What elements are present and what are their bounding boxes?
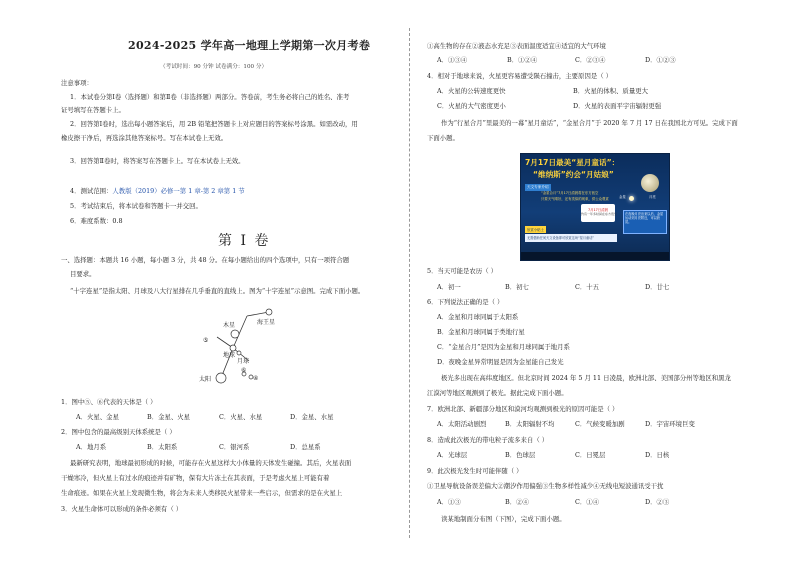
q5-options <box>437 283 669 291</box>
question-7: 7．欧洲北部、新疆部分地区和漠河均观测到极光的原因可能是（ ） <box>427 405 619 413</box>
q2-options <box>76 443 321 451</box>
option[interactable]: C．“金星合月”是因为金星和月球同属于地月系 <box>437 343 570 351</box>
diagram-label: ⑥ <box>241 367 247 374</box>
notice-line: 6．难度系数：0.8 <box>70 217 123 225</box>
option[interactable]: B．火星的体积、质量更大 <box>573 87 648 95</box>
scope-label: 4．测试范围： <box>70 187 113 195</box>
notice-line: 3．回答第Ⅱ卷时，将答案写在答题卡上。写在本试卷上无效。 <box>70 157 245 165</box>
section-instruction: 一、选择题：本题共 16 小题，每小题 3 分，共 48 分。在每小题给出的四个选项中，只有一项符合题 <box>61 256 350 264</box>
question-8: 8．造成此次极光的带电粒子流多来自（ ） <box>427 436 549 444</box>
option[interactable]: B．金星和月球同属于类地行星 <box>437 328 525 336</box>
option[interactable]: B．太阳辐射不均 <box>505 420 555 428</box>
poster-body: 只要天气晴好，还有类似的现象，供公众观赏 <box>541 197 609 201</box>
q1-options <box>76 413 333 421</box>
right-column <box>415 0 794 562</box>
option[interactable]: C．①④ <box>575 498 600 506</box>
option[interactable]: C．十五 <box>575 283 600 291</box>
q4-options <box>437 102 661 110</box>
option[interactable]: A．火星的公转速度更快 <box>437 87 506 95</box>
passage-line: 极光多出现在高纬度地区。但北京时间 2024 年 5 月 11 日凌晨，欧洲北部、美国部分州等地区和黑龙 <box>441 374 731 382</box>
passage-line: 干燥寒冷，但火星上有过水的痕迹并有矿物，保有大片冻土在其表面，于是考虑火星上可能有着 <box>61 474 330 482</box>
q8-options <box>437 451 669 459</box>
option[interactable]: B．太阳系 <box>147 443 178 451</box>
diagram-label: ④ <box>253 375 259 382</box>
option[interactable]: A．光球层 <box>437 451 468 459</box>
q4-options <box>437 87 648 95</box>
q3-statements: ①高生物的存在②液态水充足③表面温度适宜④适宜的大气环境 <box>427 42 606 50</box>
option[interactable]: B．金星、火星 <box>147 413 191 421</box>
poster-bottom-text: 无需借助任何天文设备即可欣赏这场“星月童话” <box>525 234 617 242</box>
option[interactable]: B．初七 <box>505 283 529 291</box>
poster-date: 7月17日清晨 <box>587 208 609 212</box>
diagram-label: 木星 <box>223 322 236 329</box>
scope-value: 人教版（2019）必修一第 1 章-第 2 章第 1 节 <box>112 187 245 195</box>
q3-options <box>437 56 676 64</box>
notice-line: 证号填写在答题卡上。 <box>61 106 125 114</box>
venus-moon-poster <box>520 153 670 261</box>
column-divider <box>409 28 410 538</box>
notice-line <box>70 187 245 195</box>
poster-side-label: 月亮 <box>649 195 656 199</box>
diagram-label: 海王星 <box>257 319 276 326</box>
poster-date-card <box>581 204 618 222</box>
option[interactable]: D．夜晚金星异常明显是因为金星能自己发光 <box>437 358 564 366</box>
poster-tag: 天文专家介绍 <box>527 185 549 189</box>
option[interactable]: A．火星、金星 <box>76 413 119 421</box>
poster-side-label: 金星 <box>619 195 626 199</box>
option[interactable]: D．金星、水星 <box>290 413 334 421</box>
notice-line: 5．考试结束后，将本试卷和答题卡一并交回。 <box>70 202 202 210</box>
notice-line: 1．本试卷分第Ⅰ卷（选择题）和第Ⅱ卷（非选择题）两部分。答卷前，考生务必将自己的姓名、准考 <box>70 93 350 101</box>
notice-line: 橡皮擦干净后，再选涂其他答案标号。写在本试卷上无效。 <box>61 134 228 142</box>
question-6: 6．下列说法正确的是（ ） <box>427 298 504 306</box>
section-instruction: 目要求。 <box>70 270 96 278</box>
sun-dot <box>216 373 226 383</box>
part-heading: 第 I 卷 <box>218 233 271 249</box>
q7-options <box>437 420 695 428</box>
question-3: 3．火星生命体可以形成的条件必须有（ ） <box>61 505 183 513</box>
option[interactable]: C．银河系 <box>219 443 250 451</box>
option[interactable]: C．气候变暖加剧 <box>575 420 625 428</box>
option[interactable]: A．地月系 <box>76 443 107 451</box>
question-2: 2．图中包含的最高级别天体系统是（ ） <box>61 428 176 436</box>
diagram-label: 太阳 <box>199 376 212 383</box>
moon-icon <box>641 174 659 192</box>
option[interactable]: B．②④ <box>505 498 529 506</box>
passage-line: 生命痕迹。如果在火星上发现微生物，将会为未来人类移民火星带来一些启示，但需求的是在火星上 <box>61 489 343 497</box>
q9-statements: ①卫星导航设备误差偏大②潮汐作用偏强③生物多样性减少④无线电短波通讯受干扰 <box>427 482 664 490</box>
notice-line: 2．回答第Ⅰ卷时，选出每小题答案后，用 2B 铅笔把答题卡上对应题目的答案标号涂黑。如需改动，用 <box>70 120 358 128</box>
question-1: 1．图中⑤、⑥代表的天体是（ ） <box>61 398 157 406</box>
diagram-label: ⑤ <box>203 337 209 344</box>
neptune-dot <box>266 309 272 315</box>
passage-line: 下面小题。 <box>427 134 459 142</box>
next-intro: 读某地制面分布图（下图），完成下面小题。 <box>441 515 566 523</box>
option[interactable]: D．②③ <box>645 498 670 506</box>
option[interactable]: A．太阳活动剧烈 <box>437 420 487 428</box>
exam-title: 2024-2025 学年高一地理上学期第一次月考卷 <box>128 39 371 52</box>
poster-note: 在夜晚月亮出来以后，金星运动到月亮附近，可以欣赏。 <box>623 210 667 234</box>
cross-planet-diagram <box>195 298 285 390</box>
earth-dot <box>230 345 236 351</box>
option[interactable]: B．①②④ <box>507 56 538 64</box>
option[interactable]: C．火星的大气密度更小 <box>437 102 506 110</box>
intro-text: “十字连星”是指太阳、月球及八大行星排在几乎垂直的直线上。图为“十字连星”示意图。完成下面小题。 <box>70 287 365 295</box>
question-5: 5．当天可能是农历（ ） <box>427 267 498 275</box>
passage-line: 江漠河等地区观测到了极光。据此完成下面小题。 <box>427 389 568 397</box>
option[interactable]: C．日冕层 <box>575 451 606 459</box>
option[interactable]: D．火星的表面平宇宙辐射更强 <box>573 102 662 110</box>
q9-options <box>437 498 669 506</box>
poster-ground <box>521 252 669 260</box>
poster-date-note: 约有一年多时间在东方低空 <box>581 212 618 216</box>
passage-line: 作为“行星合月”里最美的一幕“星月童话”，“金星合月”于 2020 年 7 月 17 日在我国北方可见。完成下面 <box>441 119 738 127</box>
option[interactable]: D．总星系 <box>290 443 321 451</box>
option[interactable]: D．宇宙环境巨变 <box>645 420 695 428</box>
option[interactable]: D．日核 <box>645 451 670 459</box>
question-9: 9．此次极光发生时可能伴随（ ） <box>427 467 523 475</box>
poster-headline: 7月17日最美“星月童话”： <box>525 158 620 167</box>
exam-subtitle: （考试时间：90 分钟 试卷满分：100 分） <box>160 64 268 70</box>
venus-icon <box>629 196 634 201</box>
question-4: 4．相对于地球来说，火星更容易遭受陨石撞击，主要原因是（ ） <box>427 72 613 80</box>
poster-bottom-tag: 欣赏小贴士 <box>527 228 544 232</box>
option[interactable]: A．初一 <box>437 283 461 291</box>
option[interactable]: A．金星和月球同属于太阳系 <box>437 313 519 321</box>
option[interactable]: C．火星、水星 <box>219 413 263 421</box>
passage-line: 最新研究表明，地球最初形成的时候，可能存在火星这样大小体量的天体发生碰撞。其后，火星表面 <box>70 459 352 467</box>
jupiter-dot <box>231 330 239 338</box>
option[interactable]: D．廿七 <box>645 283 670 291</box>
option[interactable]: B．色球层 <box>505 451 536 459</box>
option[interactable]: A．①③ <box>437 498 461 506</box>
moon-dot <box>237 351 241 355</box>
option[interactable]: A．①③④ <box>437 56 468 64</box>
option[interactable]: C．②③④ <box>575 56 606 64</box>
diagram-label: 地球 <box>223 352 236 359</box>
notice-heading: 注意事项： <box>61 79 93 87</box>
poster-headline: “维纳斯”约会“月姑娘” <box>533 170 614 179</box>
poster-body: “金星合月”7月17日清晨将在东方低空 <box>541 191 599 195</box>
option[interactable]: D．①②③ <box>645 56 676 64</box>
diagram-label: 月球 <box>237 358 250 365</box>
